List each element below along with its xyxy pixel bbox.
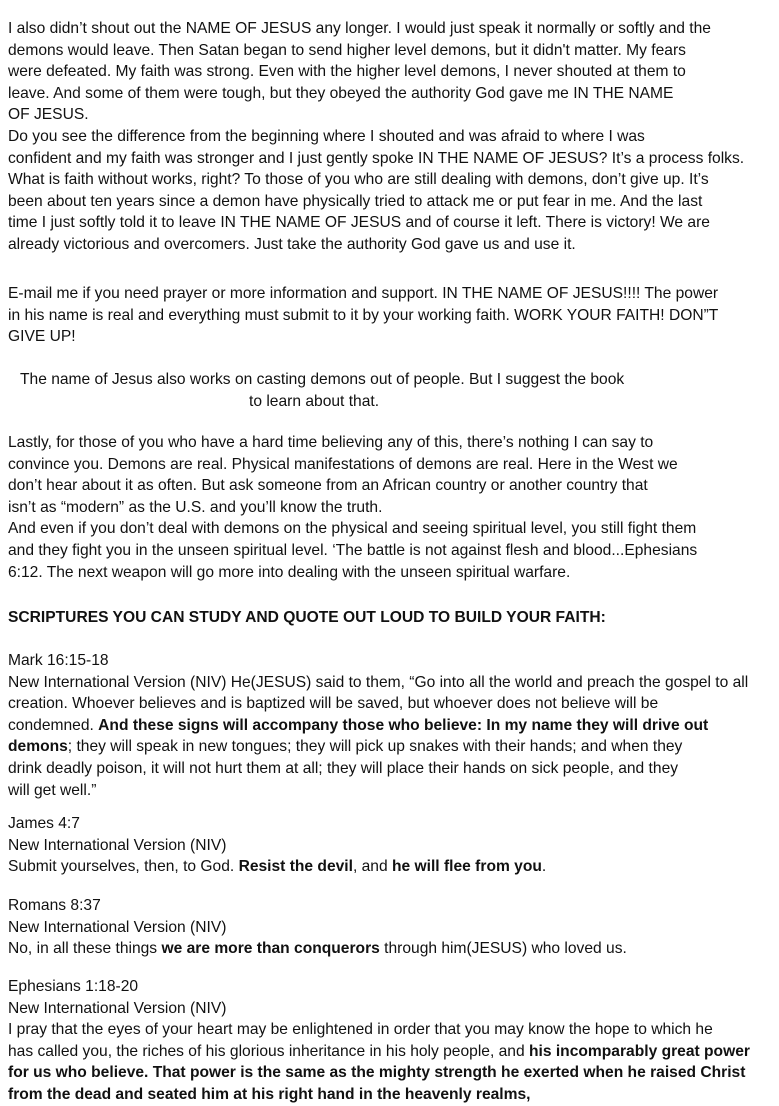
scripture-reference: Romans 8:37 [8,897,101,914]
text-line [8,856,778,878]
text-line: will get well.” [8,781,97,799]
text-line [8,1084,778,1106]
text-line: Lastly, for those of you who have a hard time believing any of this, there’s nothing I can say to [8,434,654,451]
text-line [8,938,778,960]
text-run: ; they will speak in new tongues; they will pick up snakes with their hands; and when they [67,738,683,756]
text-line: OF JESUS. [8,106,89,124]
text-line: New International Version (NIV) He(JESUS) said to them, “Go into all the world and preach the gospel to all [8,673,749,691]
text-line: convince you. Demons are real. Physical manifestations of demons are real. Here in the West we [8,455,678,473]
scripture-reference: Ephesians 1:18-20 [8,978,139,995]
text-line: in his name is real and everything must submit to it by your working faith. WORK YOUR FAITH! DON”T [8,306,719,324]
text-line: leave. And some of them were tough, but they obeyed the authority God gave me IN THE NAME [8,84,674,102]
james-scripture [8,813,778,878]
book-paragraph [20,369,779,412]
emphasis-text: his incomparably great power [528,1042,750,1060]
version-label: New International Version (NIV) [8,918,227,936]
text-run: through him(JESUS) who loved us. [379,940,627,958]
email-paragraph [8,283,778,348]
text-line [8,1041,778,1063]
emphasis-text: we are more than conquerors [161,940,380,958]
scripture-reference: Mark 16:15-18 [8,652,109,669]
text-run: , and [352,858,392,876]
intro-paragraph [8,18,778,256]
text-line [8,736,778,758]
text-line: 6:12. The next weapon will go more into dealing with the unseen spiritual warfare. [8,563,571,581]
text-line: don’t hear about it as often. But ask someone from an African country or another country that [8,477,648,495]
text-line: E-mail me if you need prayer or more information and support. IN THE NAME OF JESUS!!!! The power [8,285,719,302]
emphasis-text: Resist the devil [238,858,353,876]
emphasis-text: he will flee from you [391,858,542,876]
text-line: I pray that the eyes of your heart may be enlightened in order that you may know the hope to which he [8,1021,713,1039]
romans-scripture [8,895,778,960]
emphasis-text: for us who believe. That power is the same as the mighty strength he exerted when he raised Christ [8,1064,746,1082]
text-line: GIVE UP! [8,328,76,346]
text-line: creation. Whoever believes and is baptized will be saved, but whoever does not believe will be [8,695,659,713]
text-line: been about ten years since a demon have physically tried to attack me or put fear in me. And the last [8,192,703,210]
text-line [8,1062,778,1084]
text-line: And even if you don’t deal with demons on the physical and seeing spiritual level, you still fight them [8,520,697,538]
text-line: already victorious and overcomers. Just take the authority God gave us and use it. [8,235,576,253]
emphasis-text: from the dead and seated him at his right hand in the heavenly realms, [8,1085,531,1103]
mark-scripture [8,650,778,801]
text-line: were defeated. My faith was strong. Even with the higher level demons, I never shouted at them to [8,63,686,81]
text-line [8,715,778,737]
lastly-paragraph [8,432,778,583]
text-run: Submit yourselves, then, to God. [8,858,239,876]
ephesians-scripture [8,976,778,1106]
text-run: has called you, the riches of his glorious inheritance in his holy people, and [8,1042,529,1060]
text-run: condemned. [8,716,99,734]
text-line: What is faith without works, right? To those of you who are still dealing with demons, don’t give up. It’s [8,171,709,189]
text-run: . [541,858,547,876]
text-line: time I just softly told it to leave IN THE NAME OF JESUS and of course it left. There is victory! We are [8,214,710,232]
version-label: New International Version (NIV) [8,836,227,854]
emphasis-text: demons [8,738,68,756]
text-line: demons would leave. Then Satan began to send higher level demons, but it didn't matter. My fears [8,41,686,59]
text-line: and they fight you in the unseen spiritual level. ‘The battle is not against flesh and blood...Ephesians [8,541,698,559]
scriptures-heading: SCRIPTURES YOU CAN STUDY AND QUOTE OUT LOUD TO BUILD YOUR FAITH: [8,609,606,626]
text-line: The name of Jesus also works on casting demons out of people. But I suggest the book [20,371,625,388]
text-run: No, in all these things [8,940,162,958]
text-line: isn’t as “modern” as the U.S. and you’ll know the truth. [8,498,383,516]
version-label: New International Version (NIV) [8,999,227,1017]
scripture-reference: James 4:7 [8,815,80,832]
text-line: Do you see the difference from the beginning where I shouted and was afraid to where I was [8,127,645,145]
text-line: to learn about that. [249,392,380,410]
text-line: confident and my faith was stronger and I just gently spoke IN THE NAME OF JESUS? It’s a process folks. [8,149,745,167]
text-line: drink deadly poison, it will not hurt them at all; they will place their hands on sick people, and they [8,759,679,777]
emphasis-text: And these signs will accompany those who believe: In my name they will drive out [98,716,709,734]
text-line: I also didn’t shout out the NAME OF JESUS any longer. I would just speak it normally or softly and the [8,20,711,37]
